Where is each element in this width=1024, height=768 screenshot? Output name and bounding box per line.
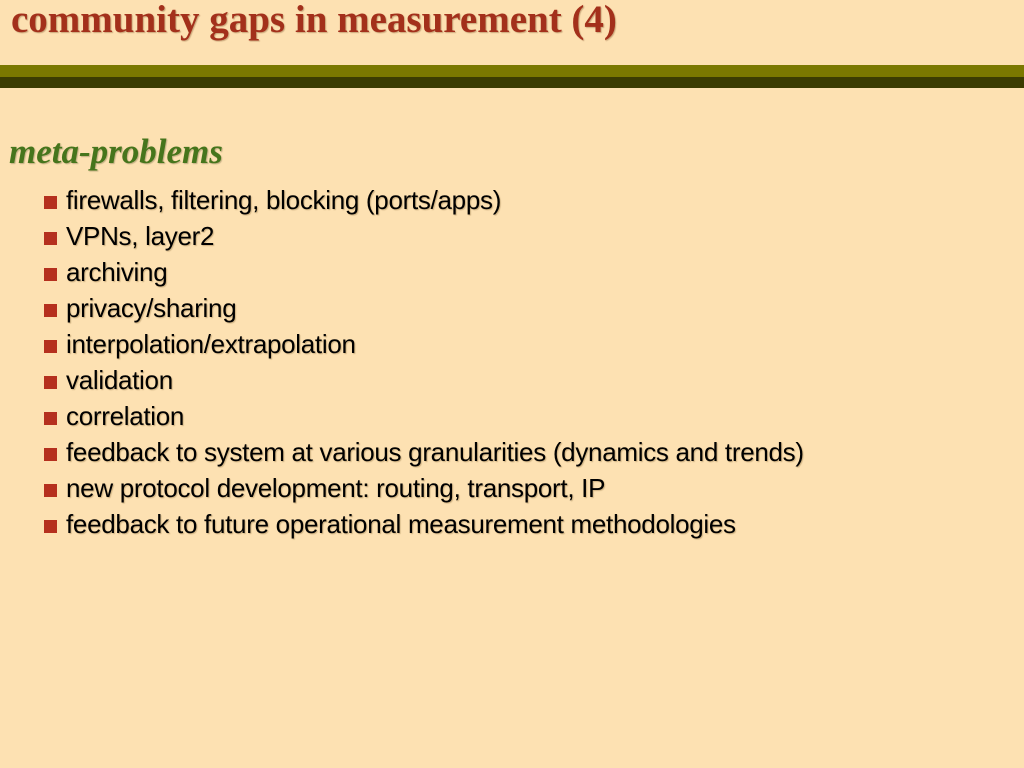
square-bullet-icon bbox=[44, 340, 57, 353]
slide-title: community gaps in measurement (4) bbox=[11, 0, 617, 41]
bullet-text: feedback to future operational measurement methodologies bbox=[66, 509, 736, 539]
square-bullet-icon bbox=[44, 484, 57, 497]
bullet-text: feedback to system at various granularities (dynamics and trends) bbox=[66, 437, 804, 467]
square-bullet-icon bbox=[44, 196, 57, 209]
bullet-text: archiving bbox=[66, 257, 168, 287]
square-bullet-icon bbox=[44, 520, 57, 533]
bullet-item bbox=[44, 470, 804, 506]
bullet-text: VPNs, layer2 bbox=[66, 221, 215, 251]
bullet-list bbox=[44, 182, 804, 542]
bullet-item bbox=[44, 362, 804, 398]
square-bullet-icon bbox=[44, 304, 57, 317]
bullet-text: validation bbox=[66, 365, 173, 395]
square-bullet-icon bbox=[44, 376, 57, 389]
bullet-item bbox=[44, 182, 804, 218]
bullet-item bbox=[44, 218, 804, 254]
bullet-item bbox=[44, 398, 804, 434]
section-subheading: meta-problems bbox=[9, 132, 223, 171]
bullet-item bbox=[44, 326, 804, 362]
bullet-item bbox=[44, 254, 804, 290]
bullet-item bbox=[44, 290, 804, 326]
square-bullet-icon bbox=[44, 448, 57, 461]
title-rule-upper bbox=[0, 65, 1024, 77]
square-bullet-icon bbox=[44, 232, 57, 245]
title-rule-lower bbox=[0, 77, 1024, 88]
square-bullet-icon bbox=[44, 412, 57, 425]
square-bullet-icon bbox=[44, 268, 57, 281]
bullet-item bbox=[44, 434, 804, 470]
bullet-text: interpolation/extrapolation bbox=[66, 329, 356, 359]
bullet-text: firewalls, filtering, blocking (ports/apps) bbox=[66, 185, 502, 215]
bullet-text: correlation bbox=[66, 401, 185, 431]
bullet-item bbox=[44, 506, 804, 542]
bullet-text: privacy/sharing bbox=[66, 293, 237, 323]
bullet-text: new protocol development: routing, transport, IP bbox=[66, 473, 606, 503]
